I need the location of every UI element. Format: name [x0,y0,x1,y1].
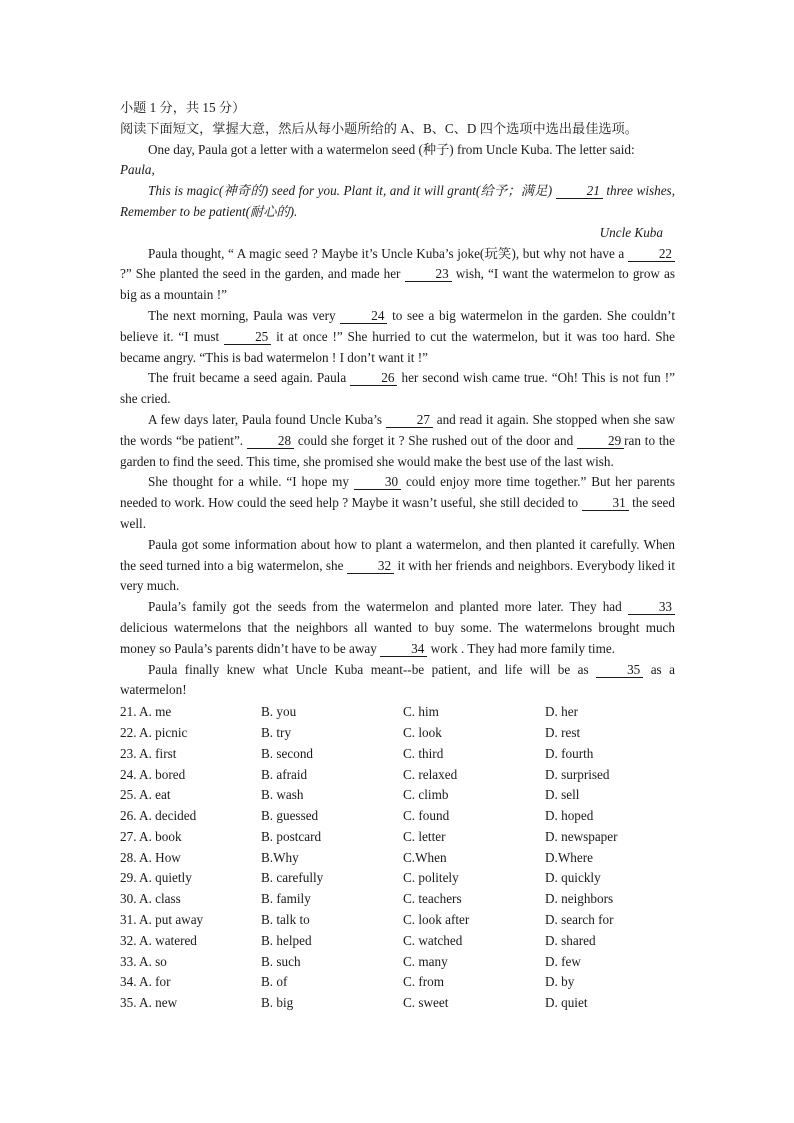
question-row [120,723,675,744]
question-row [120,785,675,806]
option-a[interactable]: 28. A. How [120,849,181,865]
blank-30[interactable]: 30 [354,474,401,490]
paragraph-3: The fruit became a seed again. Paula 26 her second wish came true. “Oh! This is not fun !” she cried. [120,370,675,407]
option-d[interactable]: D. fourth [545,745,594,761]
question-row [120,827,675,848]
paragraph-7: Paula’s family got the seeds from the watermelon and planted more later. They had 33 delicious watermelons that the neighbors all wanted to buy some. The watermelons brought much money so Paula’s parents didn’t have to be away 34 work . They had more family time. [120,599,675,656]
option-a[interactable]: 23. A. first [120,745,177,761]
option-a[interactable]: 30. A. class [120,891,181,907]
question-row [120,765,675,786]
blank-27[interactable]: 27 [386,412,433,428]
option-c[interactable]: C.When [403,849,447,865]
option-c[interactable]: C. third [403,745,444,761]
option-d[interactable]: D. neighbors [545,891,614,907]
option-a[interactable]: 31. A. put away [120,912,204,928]
option-b[interactable]: B. of [261,974,288,990]
option-a[interactable]: 21. A. me [120,704,172,720]
options-table [120,702,675,1014]
question-row [120,868,675,889]
option-d[interactable]: D. hoped [545,808,594,824]
option-c[interactable]: C. sweet [403,995,449,1011]
option-c[interactable]: C. many [403,953,448,969]
option-b[interactable]: B. big [261,995,294,1011]
paragraph-4: A few days later, Paula found Uncle Kuba’s 27 and read it again. She stopped when she saw the words “be patient”. 28 could she forget it ? She rushed out of the door and 29 ran to the garden to find the seed. This time, she promised she would make the best use of the last wish. [120,411,676,469]
option-c[interactable]: C. letter [403,828,446,844]
option-d[interactable]: D. by [545,974,575,990]
option-a[interactable]: 35. A. new [120,995,178,1011]
question-row [120,931,675,952]
option-a[interactable]: 24. A. bored [120,766,186,782]
question-row [120,952,675,973]
option-b[interactable]: B. try [261,724,292,740]
blank-32[interactable]: 32 [347,558,394,574]
option-b[interactable]: B. such [261,953,301,969]
question-row [120,702,675,723]
paragraph-1: Paula thought, “ A magic seed ? Maybe it’s Uncle Kuba’s joke(玩笑), but why not have a 22?” She planted the seed in the garden, and made her 23 wish, “I want the watermelon to grow as big as a mountain !” [120,245,675,303]
option-a[interactable]: 27. A. book [120,828,182,844]
blank-25[interactable]: 25 [224,329,271,345]
option-d[interactable]: D. newspaper [545,828,618,844]
question-row [120,806,675,827]
question-row [120,993,675,1014]
question-row [120,910,675,931]
option-c[interactable]: C. look [403,724,442,740]
option-b[interactable]: B. postcard [261,828,322,844]
option-d[interactable]: D. quiet [545,995,588,1011]
blank-21[interactable]: 21 [556,183,603,199]
blank-28[interactable]: 28 [247,433,294,449]
option-b[interactable]: B. wash [261,787,304,803]
option-a[interactable]: 29. A. quietly [120,870,192,886]
paragraph-2: The next morning, Paula was very 24 to see a big watermelon in the garden. She couldn’t believe it. “I must 25 it at once !” She hurried to cut the watermelon, but it was too hard. She became angry. “This is bad watermelon ! I don’t want it !” [120,307,676,365]
blank-23[interactable]: 23 [405,266,452,282]
option-a[interactable]: 34. A. for [120,974,171,990]
blank-26[interactable]: 26 [350,370,397,386]
option-a[interactable]: 32. A. watered [120,932,197,948]
option-c[interactable]: C. climb [403,787,449,803]
option-c[interactable]: C. look after [403,912,470,928]
option-d[interactable]: D. search for [545,912,614,928]
score-line: 小题 1 分，共 15 分） [120,100,246,115]
question-row [120,848,675,869]
option-d[interactable]: D. quickly [545,870,601,886]
option-d[interactable]: D. rest [545,724,581,740]
option-d[interactable]: D. her [545,704,578,720]
option-c[interactable]: C. watched [403,932,463,948]
blank-33[interactable]: 33 [628,599,675,615]
paragraph-8: Paula finally knew what Uncle Kuba meant--be patient, and life will be as 35 as a watermelon! [120,661,675,698]
option-d[interactable]: D.Where [545,849,593,865]
option-a[interactable]: 25. A. eat [120,787,171,803]
option-d[interactable]: D. shared [545,932,596,948]
option-b[interactable]: B. second [261,745,314,761]
option-b[interactable]: B. helped [261,932,312,948]
option-b[interactable]: B. you [261,704,297,720]
letter-signature: Uncle Kuba [599,224,663,240]
blank-22[interactable]: 22 [628,246,675,262]
paragraph-6: Paula got some information about how to plant a watermelon, and then planted it carefully. When the seed turned into a big watermelon, she 32 it with her friends and neighbors. Everybody liked it very much. [120,536,676,594]
question-row [120,744,675,765]
option-c[interactable]: C. found [403,808,450,824]
blank-35[interactable]: 35 [596,662,643,678]
option-c[interactable]: C. teachers [403,891,462,907]
option-d[interactable]: D. few [545,953,581,969]
option-c[interactable]: C. from [403,974,445,990]
option-c[interactable]: C. relaxed [403,766,458,782]
question-row [120,972,675,993]
blank-29[interactable]: 29 [577,433,624,449]
option-a[interactable]: 22. A. picnic [120,724,188,740]
option-b[interactable]: B. afraid [261,766,308,782]
option-b[interactable]: B. carefully [261,870,324,886]
option-b[interactable]: B.Why [261,849,299,865]
passage-intro: One day, Paula got a letter with a watermelon seed (种子) from Uncle Kuba. The letter said: [148,141,635,157]
blank-24[interactable]: 24 [340,308,387,324]
option-b[interactable]: B. guessed [261,808,319,824]
question-row [120,889,675,910]
option-d[interactable]: D. sell [545,787,580,803]
letter-salutation: Paula, [120,162,155,178]
option-b[interactable]: B. family [261,891,311,907]
option-d[interactable]: D. surprised [545,766,610,782]
paragraph-5: She thought for a while. “I hope my 30 could enjoy more time together.” But her parents needed to work. How could the seed help ? Maybe it wasn’t useful, she still decided to 31 the seed well. [120,474,676,531]
document-page [120,98,675,1014]
option-c[interactable]: C. politely [403,870,459,886]
option-a[interactable]: 26. A. decided [120,808,197,824]
option-b[interactable]: B. talk to [261,912,310,928]
letter-body: This is magic(神奇的) seed for you. Plant it, and it will grant(给予；满足) 21 three wishes, Remember to be patient(耐心的). [120,183,675,219]
instruction: 阅读下面短文，掌握大意，然后从每小题所给的 A、B、C、D 四个选项中选出最佳选项。 [120,120,638,136]
option-c[interactable]: C. him [403,704,439,720]
blank-34[interactable]: 34 [380,641,427,657]
option-a[interactable]: 33. A. so [120,953,167,969]
blank-31[interactable]: 31 [582,495,629,511]
